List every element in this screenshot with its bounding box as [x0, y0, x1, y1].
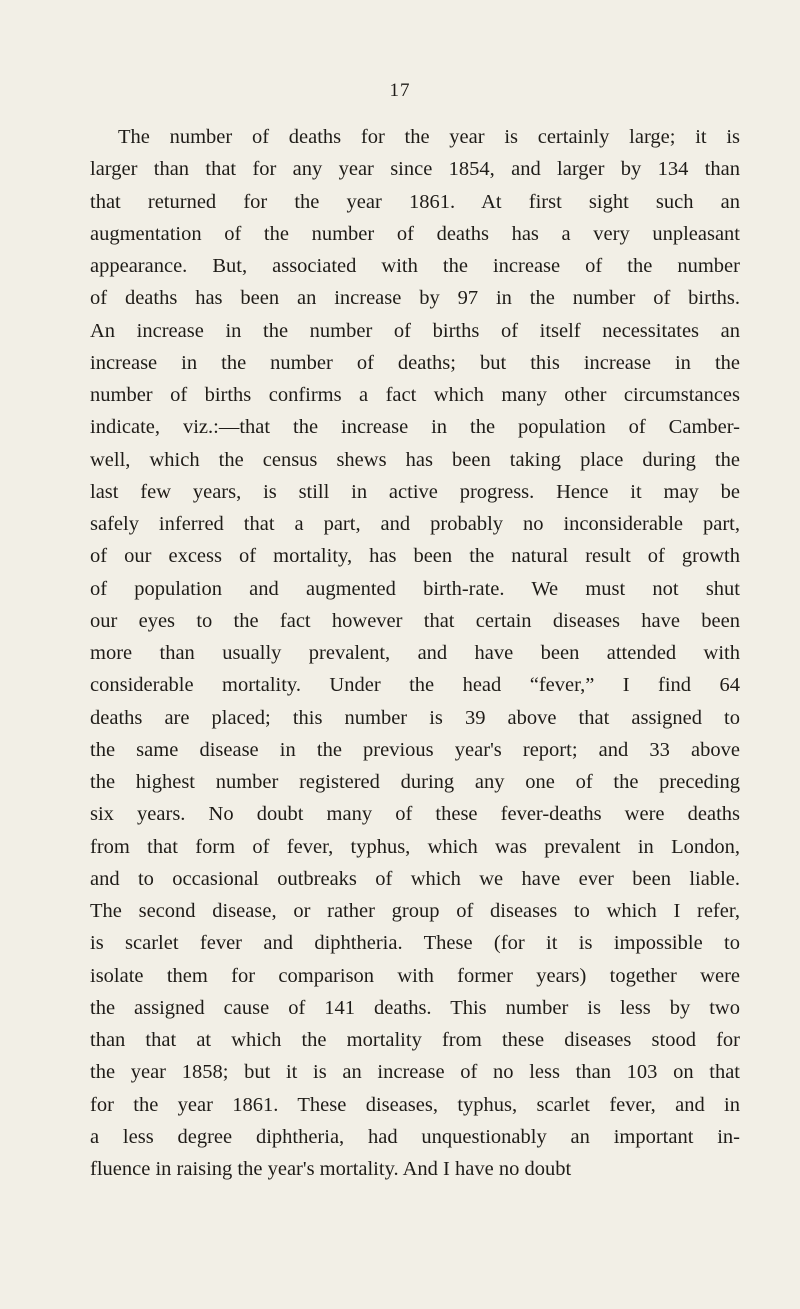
- text-line: more than usually prevalent, and have been attended with: [90, 642, 740, 664]
- text-line: The second disease, or rather group of diseases to which I refer,: [90, 900, 740, 922]
- text-line: of population and augmented birth-rate. We must not shut: [90, 577, 740, 600]
- text-line: our eyes to the fact however that certain diseases have been: [90, 609, 740, 632]
- text-line: that returned for the year 1861. At first sight such an: [90, 190, 740, 213]
- text-line: last few years, is still in active progress. Hence it may be: [90, 480, 740, 503]
- text-line: than that at which the mortality from these diseases stood for: [90, 1029, 740, 1051]
- text-line: indicate, viz.:—that the increase in the population of Camber-: [90, 416, 740, 439]
- text-line: The number of deaths for the year is certainly large; it is: [118, 126, 740, 148]
- body-text: [90, 121, 740, 1185]
- text-line: is scarlet fever and diphtheria. These (for it is impossible to: [90, 932, 740, 955]
- text-line: well, which the census shews has been taking place during the: [90, 448, 740, 471]
- text-line: number of births confirms a fact which many other circumstances: [90, 384, 740, 406]
- text-line: the assigned cause of 141 deaths. This number is less by two: [90, 996, 740, 1019]
- text-line: and to occasional outbreaks of which we have ever been liable.: [90, 867, 740, 890]
- text-line: An increase in the number of births of itself necessitates an: [90, 319, 740, 342]
- text-line: isolate them for comparison with former years) together were: [90, 964, 740, 987]
- text-line: of deaths has been an increase by 97 in the number of births.: [90, 287, 740, 310]
- text-line: larger than that for any year since 1854, and larger by 134 than: [90, 158, 740, 181]
- text-line: the same disease in the previous year's report; and 33 above: [90, 738, 740, 761]
- text-line: augmentation of the number of deaths has a very unpleasant: [90, 222, 740, 245]
- text-line: safely inferred that a part, and probably no inconsiderable part,: [90, 513, 740, 535]
- text-line: increase in the number of deaths; but this increase in the: [90, 351, 740, 374]
- text-line: a less degree diphtheria, had unquestionably an important in-: [90, 1125, 740, 1148]
- text-line: considerable mortality. Under the head “fever,” I find 64: [90, 674, 740, 697]
- text-line: from that form of fever, typhus, which was prevalent in London,: [90, 835, 740, 858]
- text-line: six years. No doubt many of these fever-deaths were deaths: [90, 803, 740, 826]
- text-line: fluence in raising the year's mortality. And I have no doubt: [90, 1158, 572, 1180]
- page-number: 17: [389, 80, 411, 101]
- text-line: of our excess of mortality, has been the natural result of growth: [90, 545, 740, 568]
- text-line: the highest number registered during any one of the preceding: [90, 771, 740, 793]
- text-line: the year 1858; but it is an increase of no less than 103 on that: [90, 1061, 740, 1084]
- text-line: for the year 1861. These diseases, typhus, scarlet fever, and in: [90, 1093, 740, 1116]
- text-line: deaths are placed; this number is 39 above that assigned to: [90, 706, 740, 729]
- text-line: appearance. But, associated with the increase of the number: [90, 255, 740, 277]
